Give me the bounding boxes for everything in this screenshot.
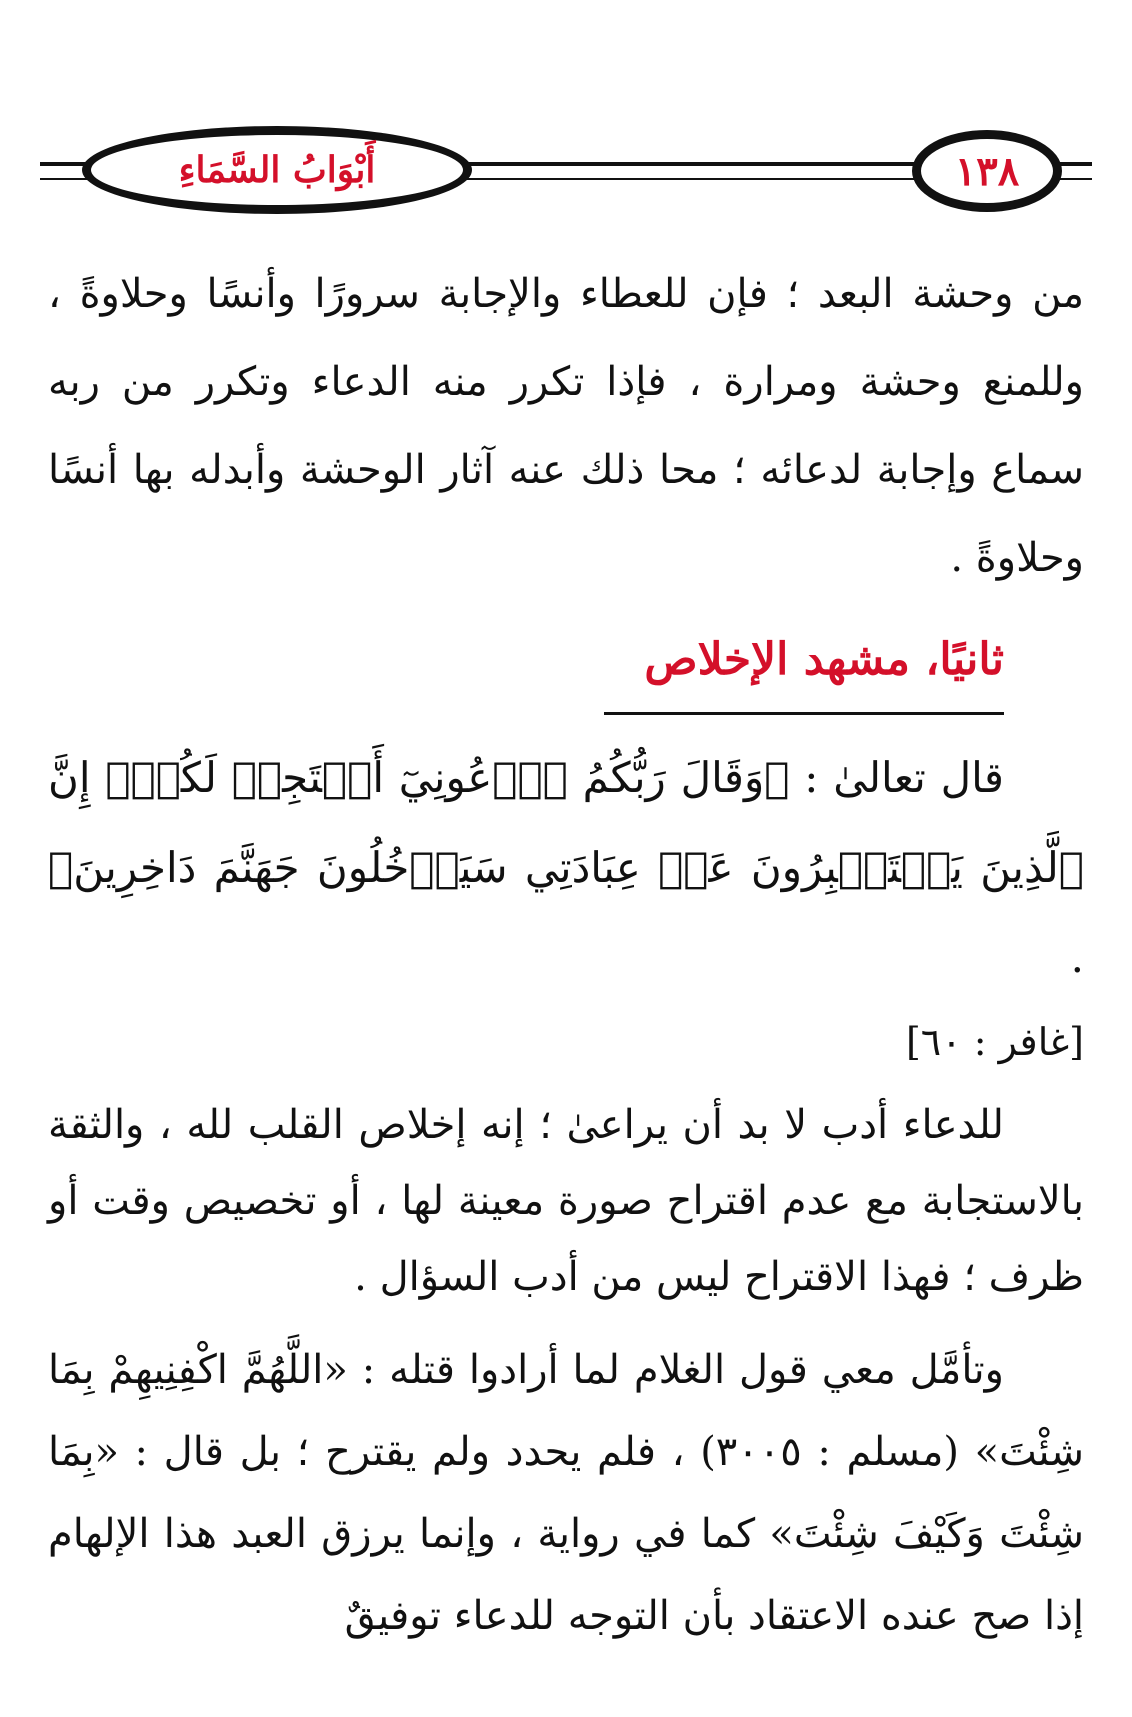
verse-reference: [غافر : ٦٠] bbox=[905, 1020, 1084, 1064]
book-title: أَبْوَابُ السَّمَاءِ bbox=[178, 149, 376, 191]
intro-paragraph: من وحشة البعد ؛ فإن للعطاء والإجابة سرورًا وأنسًا وحلاوةً ، وللمنع وحشة ومرارة ، فإذا تكرر منه الدعاء وتكرر من ربه سماع وإجابة لدعائه ؛ محا ذلك عنه آثار الوحشة وأبدله بها أنسًا وحلاوةً . bbox=[48, 271, 1084, 581]
page-body bbox=[48, 250, 1084, 1657]
paragraph-2: للدعاء أدب لا بد أن يراعىٰ ؛ إنه إخلاص القلب لله ، والثقة بالاستجابة مع عدم اقتراح صورة معينة لها ، أو تخصيص وقت أو ظرف ؛ فهذا الاقتراح ليس من أدب السؤال . bbox=[48, 1102, 1084, 1300]
page-number-frame bbox=[912, 130, 1062, 212]
section-heading-wrap bbox=[48, 628, 1084, 715]
page-header bbox=[40, 118, 1092, 228]
quran-end: . bbox=[1070, 933, 1084, 982]
paragraph-3: وتأمَّل معي قول الغلام لما أرادوا قتله : «اللَّهُمَّ اكْفِنِيهِمْ بِمَا شِئْتَ» (مسلم : ٣٠٠٥) ، فلم يحدد ولم يقترح ؛ بل قال : «بِمَا شِئْتَ وَكَيْفَ شِئْتَ» كما في رواية ، وإنما يرزق العبد هذا الإلهام إذا صح عنده الاعتقاد بأن التوجه للدعاء توفيقٌ bbox=[48, 1347, 1084, 1639]
quran-verse: ﴿وَقَالَ رَبُّكُمُ ٱدۡعُونِيٓ أَسۡتَجِبۡ لَكُمۡۚ إِنَّ ٱلَّذِينَ يَسۡتَكۡبِرُونَ عَنۡ عِبَادَتِي سَيَدۡخُلُونَ جَهَنَّمَ دَاخِرِينَ﴾ bbox=[48, 753, 1084, 892]
page-number: ١٣٨ bbox=[954, 147, 1020, 195]
book-title-frame bbox=[82, 126, 472, 214]
section-heading: ثانيًا، مشهد الإخلاص bbox=[604, 628, 1004, 715]
quran-quote bbox=[48, 733, 1084, 1003]
quran-intro: قال تعالىٰ : bbox=[804, 753, 1004, 802]
